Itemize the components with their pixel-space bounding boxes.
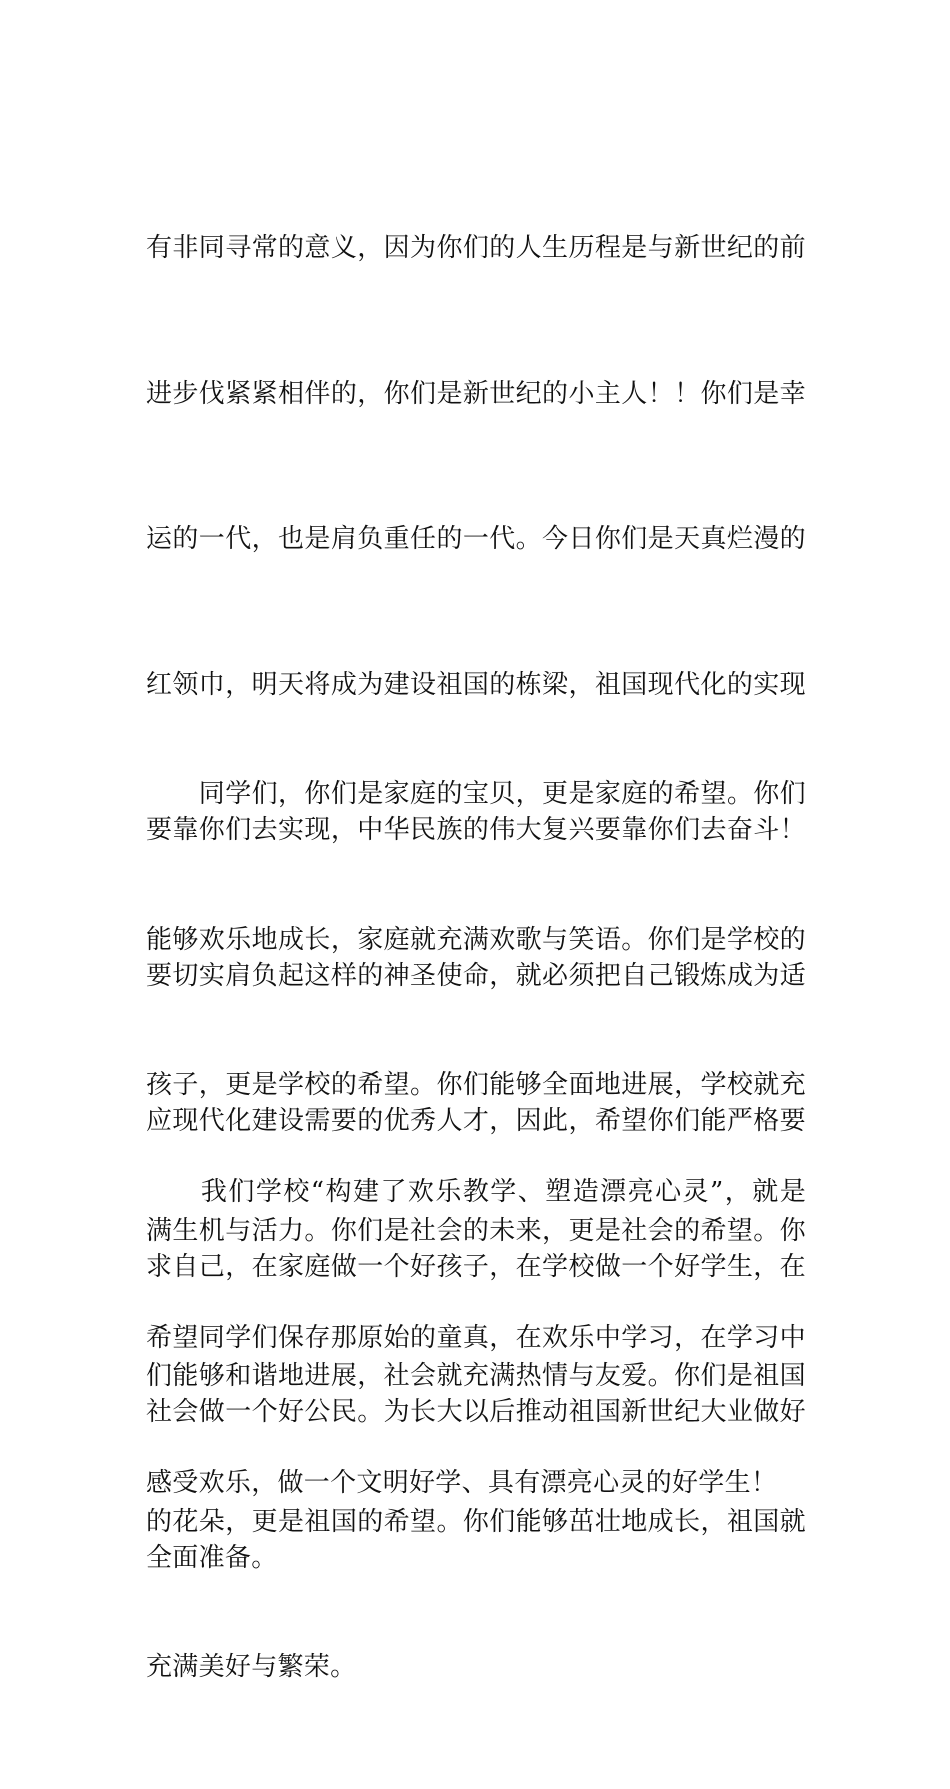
text-line: 要切实肩负起这样的神圣使命，就必须把自己锻炼成为适 — [146, 960, 806, 991]
paragraph-3 — [146, 1071, 806, 1605]
text-line: 我们学校“构建了欢乐教学、塑造漂亮心灵”，就是 — [146, 1177, 806, 1207]
text-line: 进步伐紧紧相伴的，你们是新世纪的小主人！！你们是幸 — [146, 378, 806, 409]
text-line: 红领巾，明天将成为建设祖国的栋梁，祖国现代化的实现 — [146, 669, 806, 700]
text-line: 全面准备。 — [146, 1542, 278, 1573]
text-line: 有非同寻常的意义，因为你们的人生历程是与新世纪的前 — [146, 233, 806, 263]
text-line: 应现代化建设需要的优秀人才，因此，希望你们能严格要 — [146, 1106, 806, 1136]
text-line: 充满美好与繁荣。 — [146, 1652, 357, 1682]
text-line: 希望同学们保存那原始的童真，在欢乐中学习，在学习中 — [146, 1322, 806, 1353]
text-line: 满生机与活力。你们是社会的未来，更是社会的希望。你 — [146, 1215, 806, 1246]
text-line: 同学们，你们是家庭的宝贝，更是家庭的希望。你们 — [146, 779, 806, 809]
text-line: 的花朵，更是祖国的希望。你们能够茁壮地成长，祖国就 — [146, 1506, 806, 1537]
text-line: 社会做一个好公民。为长大以后推动祖国新世纪大业做好 — [146, 1397, 806, 1427]
text-line: 求自己，在家庭做一个好孩子，在学校做一个好学生，在 — [146, 1251, 806, 1282]
text-line: 运的一代，也是肩负重任的一代。今日你们是天真烂漫的 — [146, 524, 806, 554]
text-line: 感受欢乐，做一个文明好学、具有漂亮心灵的好学生！ — [146, 1468, 778, 1498]
text-line: 孩子，更是学校的希望。你们能够全面地进展，学校就充 — [146, 1070, 806, 1100]
text-line: 们能够和谐地进展，社会就充满热情与友爱。你们是祖国 — [146, 1361, 806, 1391]
text-line: 要靠你们去实现，中华民族的伟大复兴要靠你们去奋斗！ — [146, 815, 806, 845]
text-line: 能够欢乐地成长，家庭就充满欢歌与笑语。你们是学校的 — [146, 924, 806, 955]
